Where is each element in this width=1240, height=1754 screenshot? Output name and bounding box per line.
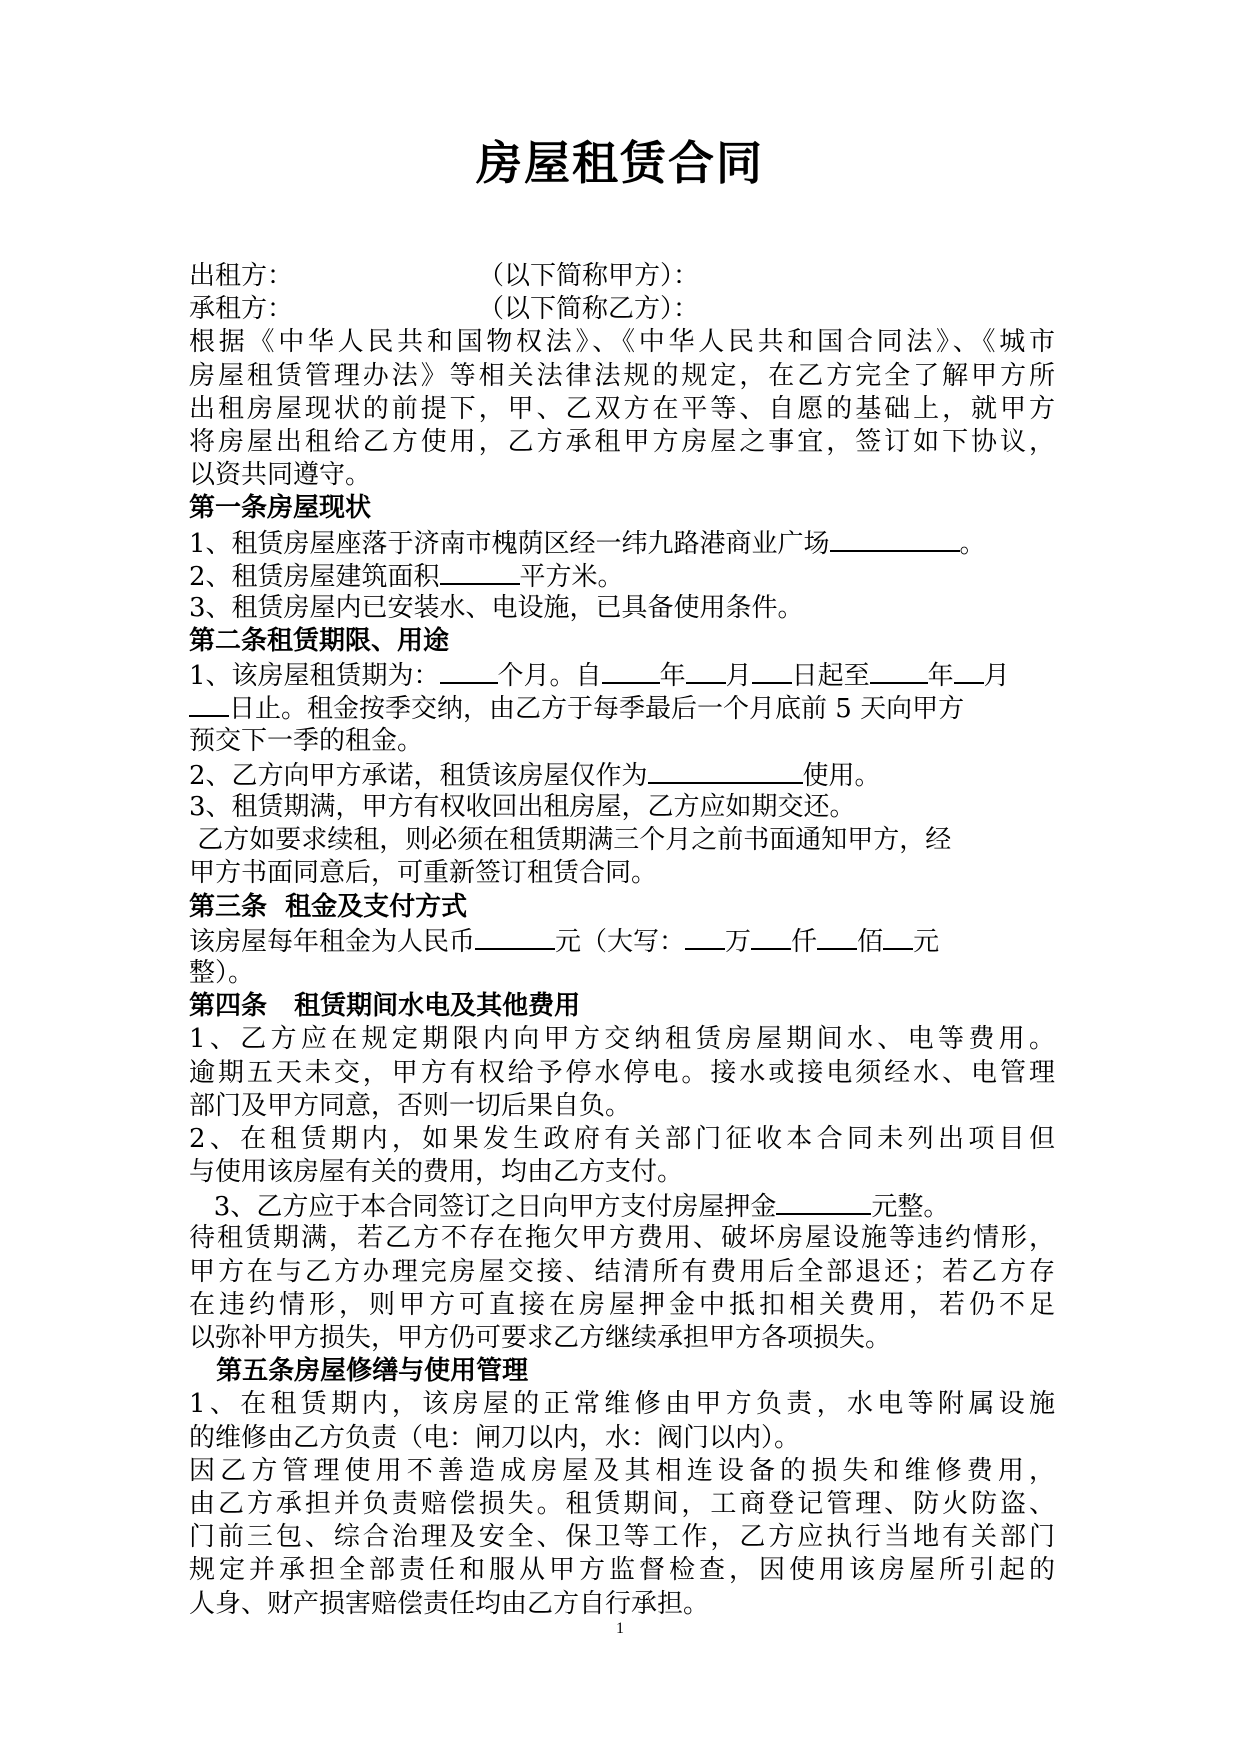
article-5-item-1-cont: 的维修由乙方负责（电：闸刀以内，水：阀门以内）。 [189,1422,801,1453]
lessor-suffix: （以下简称甲方）： [478,261,700,291]
article-4-item-3: 3、乙方应于本合同签订之日向甲方支付房屋押金 元整。 [189,1189,1055,1222]
preamble-line: 根据《中华人民共和国物权法》、《中华人民共和国合同法》、《城市 [189,327,1055,358]
lessor-label: 出租方： [189,261,294,291]
article-2-item-1: 1、该房屋租赁期为： 个月。自 年 月 日起至 年 月 [189,658,1055,691]
article-5-para-2-cont: 规定并承担全部责任和服从甲方监督检查，因使用该房屋所引起的 [189,1555,1055,1586]
article-2-renewal: 乙方如要求续租，则必须在租赁期满三个月之前书面通知甲方，经 [197,825,952,856]
preamble-line: 将房屋出租给乙方使用，乙方承租甲方房屋之事宜，签订如下协议， [189,426,1055,457]
lessee-line [189,293,1055,326]
document-body [189,260,1055,1621]
article-4-heading: 第四条 租赁期间水电及其他费用 [189,991,581,1022]
article-5-para-2-cont: 门前三包、综合治理及安全、保卫等工作，乙方应执行当地有关部门 [189,1522,1055,1553]
article-5-para-2: 因乙方管理使用不善造成房屋及其相连设备的损失和维修费用， [189,1455,1055,1486]
end-year-blank [870,658,928,684]
address-blank [830,526,960,552]
area-blank [440,559,520,585]
rent-qian-blank [751,924,791,950]
preamble-line: 以资共同遵守。 [189,460,372,491]
article-2-renewal-cont: 甲方书面同意后，可重新签订租赁合同。 [189,858,658,889]
article-5-para-2-cont: 由乙方承担并负责赔偿损失。租赁期间，工商登记管理、防火防盗、 [189,1488,1055,1519]
article-4-item-2: 2、在租赁期内，如果发生政府有关部门征收本合同未列出项目但 [189,1123,1055,1154]
article-4-item-3-cont: 以弥补甲方损失，甲方仍可要求乙方继续承担甲方各项损失。 [189,1323,892,1353]
article-4-item-1: 1、乙方应在规定期限内向甲方交纳租赁房屋期间水、电等费用。 [189,1024,1055,1055]
usage-blank [648,758,803,784]
article-2-item-2: 2、乙方向甲方承诺，租赁该房屋仅作为 使用。 [189,758,1055,791]
article-2-item-1-cont: 预交下一季的租金。 [189,725,424,756]
start-year-blank [602,658,660,684]
article-2-item-3: 3、租赁期满，甲方有权收回出租房屋，乙方应如期交还。 [189,792,856,822]
article-1-heading: 第一条房屋现状 [189,493,372,524]
article-4-item-3-cont: 在违约情形，则甲方可直接在房屋押金中抵扣相关费用，若仍不足 [189,1289,1055,1320]
rent-bai-blank [817,924,857,950]
article-3-heading: 第三条 租金及支付方式 [189,891,468,922]
article-1-item-3: 3、租赁房屋内已安装水、电设施，已具备使用条件。 [189,592,804,623]
article-2-item-1-cont: 日止。租金按季交纳，由乙方于每季最后一个月底前 5 天向甲方 [189,691,1055,724]
page-number: 1 [616,1620,624,1637]
start-day-blank [752,658,792,684]
lessor-line [189,260,1055,293]
lessee-suffix: （以下简称乙方）： [478,294,700,325]
document-title: 房屋租赁合同 [476,136,764,190]
article-3-rent-cont: 整）。 [189,957,255,988]
article-1-item-2: 2、租赁房屋建筑面积 平方米。 [189,559,1055,592]
article-5-heading: 第五条房屋修缮与使用管理 [216,1356,529,1387]
start-month-blank [686,658,726,684]
end-day-blank [189,691,229,717]
preamble-line: 房屋租赁管理办法》等相关法律法规的规定，在乙方完全了解甲方所 [189,360,1055,391]
rent-amount-blank [475,924,555,950]
term-months-blank [440,658,498,684]
rent-yuan-blank [883,924,913,950]
article-2-heading: 第二条租赁期限、用途 [189,626,450,657]
article-4-item-1-cont: 逾期五天未交，甲方有权给予停水停电。接水或接电须经水、电管理 [189,1057,1055,1088]
article-4-item-3-cont: 待租赁期满，若乙方不存在拖欠甲方费用、破坏房屋设施等违约情形， [189,1223,1055,1254]
deposit-blank [776,1189,871,1215]
article-4-item-2-cont: 与使用该房屋有关的费用，均由乙方支付。 [189,1157,684,1188]
lessee-label: 承租方： [189,294,294,325]
article-3-rent: 该房屋每年租金为人民币 元（大写： 万 仟 佰 元 [189,924,1055,957]
rent-wan-blank [685,924,725,950]
article-4-item-3-cont: 甲方在与乙方办理完房屋交接、结清所有费用后全部退还；若乙方存 [189,1256,1055,1287]
article-1-item-1: 1、租赁房屋座落于济南市槐荫区经一纬九路港商业广场 。 [189,526,1055,559]
article-4-item-1-cont: 部门及甲方同意，否则一切后果自负。 [189,1090,632,1121]
preamble-line: 出租房屋现状的前提下，甲、乙双方在平等、自愿的基础上，就甲方 [189,393,1055,424]
article-5-item-1: 1、在租赁期内，该房屋的正常维修由甲方负责，水电等附属设施 [189,1389,1055,1420]
end-month-blank [954,658,984,684]
article-5-para-2-cont: 人身、财产损害赔偿责任均由乙方自行承担。 [189,1588,710,1619]
